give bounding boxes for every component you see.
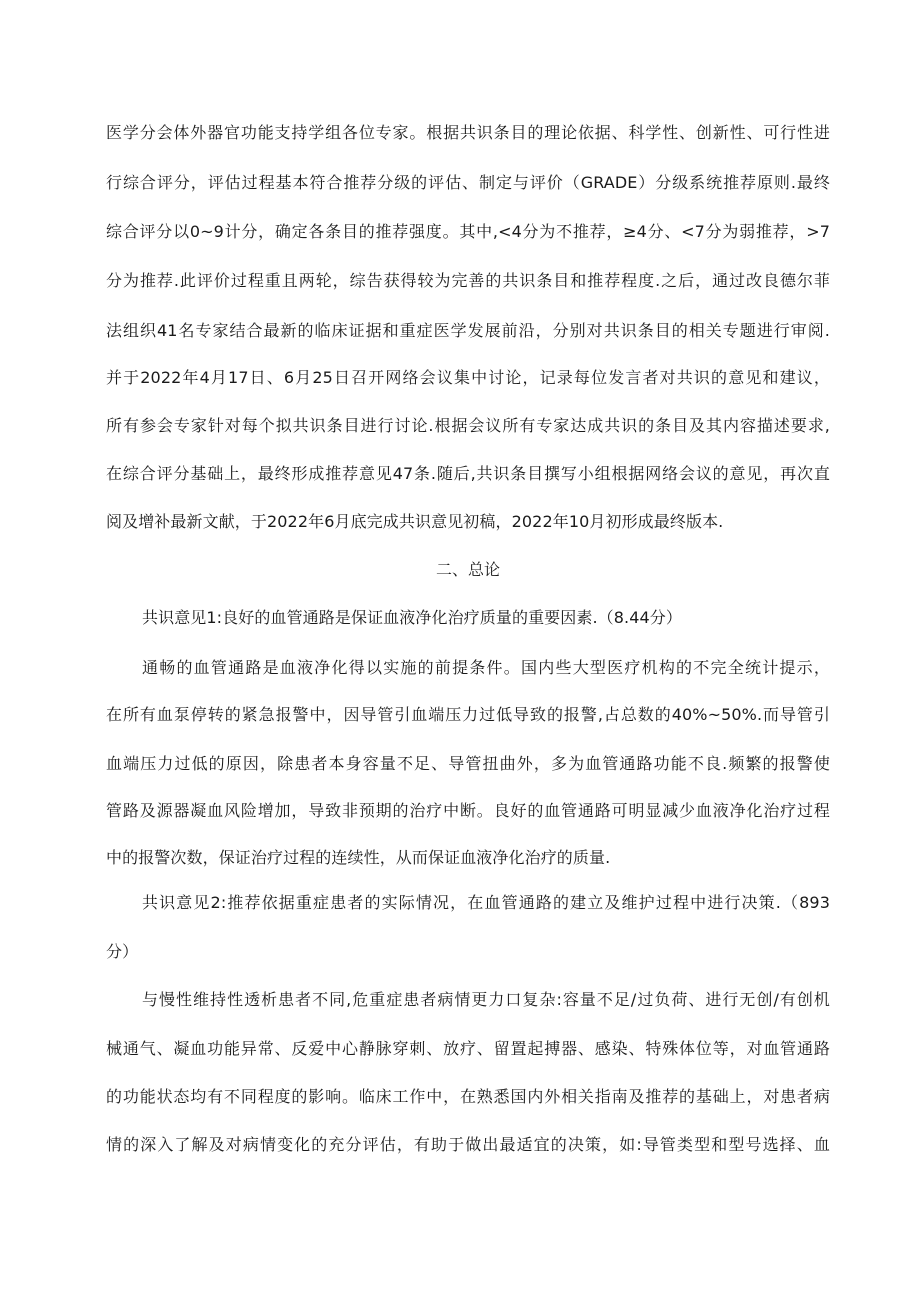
text-line: 法组织41名专家结合最新的临床证据和重症医学发展前沿，分别对共识条目的相关专题进行审阅. — [106, 321, 830, 340]
text-line: 通畅的血管通路是血液净化得以实施的前提条件。国内些大型医疗机构的不完全统计提示， — [142, 658, 830, 677]
text-line: 中的报警次数，保证治疗过程的连续性，从而保证血液净化治疗的质量. — [106, 848, 611, 867]
text-line: 血端压力过低的原因，除患者本身容量不足、导管扭曲外，多为血管通路功能不良.频繁的报警使 — [106, 754, 830, 773]
text-line: 在所有血泵停转的紧急报警中，因导管引血端压力过低导致的报警,占总数的40%~50%.而导管引 — [106, 705, 830, 724]
text-line: 的功能状态均有不同程度的影响。临床工作中，在熟悉国内外相关指南及推荐的基础上，对患者病 — [106, 1087, 830, 1106]
text-line: 阅及增补最新文献，于2022年6月底完成共识意见初稿，2022年10月初形成最终版本. — [106, 512, 724, 531]
text-line: 械通气、凝血功能异常、反爱中心静脉穿刺、放疗、留置起搏器、感染、特殊体位等，对血管通路 — [106, 1039, 830, 1058]
text-line: 与慢性维持性透析患者不同,危重症患者病情更力口复杂:容量不足/过负荷、进行无创/有创机 — [142, 990, 830, 1009]
text-line: 并于2022年4月17日、6月25日召开网络会议集中讨论，记录每位发言者对共识的意见和建议， — [106, 368, 830, 387]
text-line: 所有参会专家针对每个拟共识条目进行讨论.根据会议所有专家达成共识的条目及其内容描述要求, — [106, 416, 830, 435]
text-line: 情的深入了解及对病情变化的充分评估，有助于做出最适宜的决策，如:导管类型和型号选择、血 — [106, 1135, 830, 1154]
text-line: 分为推荐.此评价过程重且两轮，综告获得较为完善的共识条目和推荐程度.之后，通过改良德尔菲 — [106, 271, 830, 290]
text-line: 医学分会体外器官功能支持学组各位专家。根据共识条目的理论依据、科学性、创新性、可行性进 — [106, 123, 830, 142]
text-line: 行综合评分，评估过程基本符合推荐分级的评估、制定与评价（GRADE）分级系统推荐原则.最终 — [106, 173, 830, 192]
text-line: 在综合评分基础上，最终形成推荐意见47条.随后,共识条目撰写小组根据网络会议的意见，再次直 — [106, 464, 830, 483]
text-line: 综合评分以0~9计分，确定各条目的推荐强度。其中,<4分为不推荐，≥4分、<7分为弱推荐，>7 — [106, 222, 830, 241]
text-line: 共识意见2:推荐依据重症患者的实际情况，在血管通路的建立及维护过程中进行决策.（893 — [142, 893, 830, 912]
section-heading: 二、总论 — [435, 560, 500, 579]
consensus-statement-1: 共识意见1:良好的血管通路是保证血液净化治疗质量的重要因素.（8.44分） — [142, 608, 682, 627]
text-line: 分） — [106, 942, 139, 961]
text-line: 管路及源器凝血风险增加，导致非预期的治疗中断。良好的血管通路可明显减少血液净化治疗过程 — [106, 801, 830, 820]
